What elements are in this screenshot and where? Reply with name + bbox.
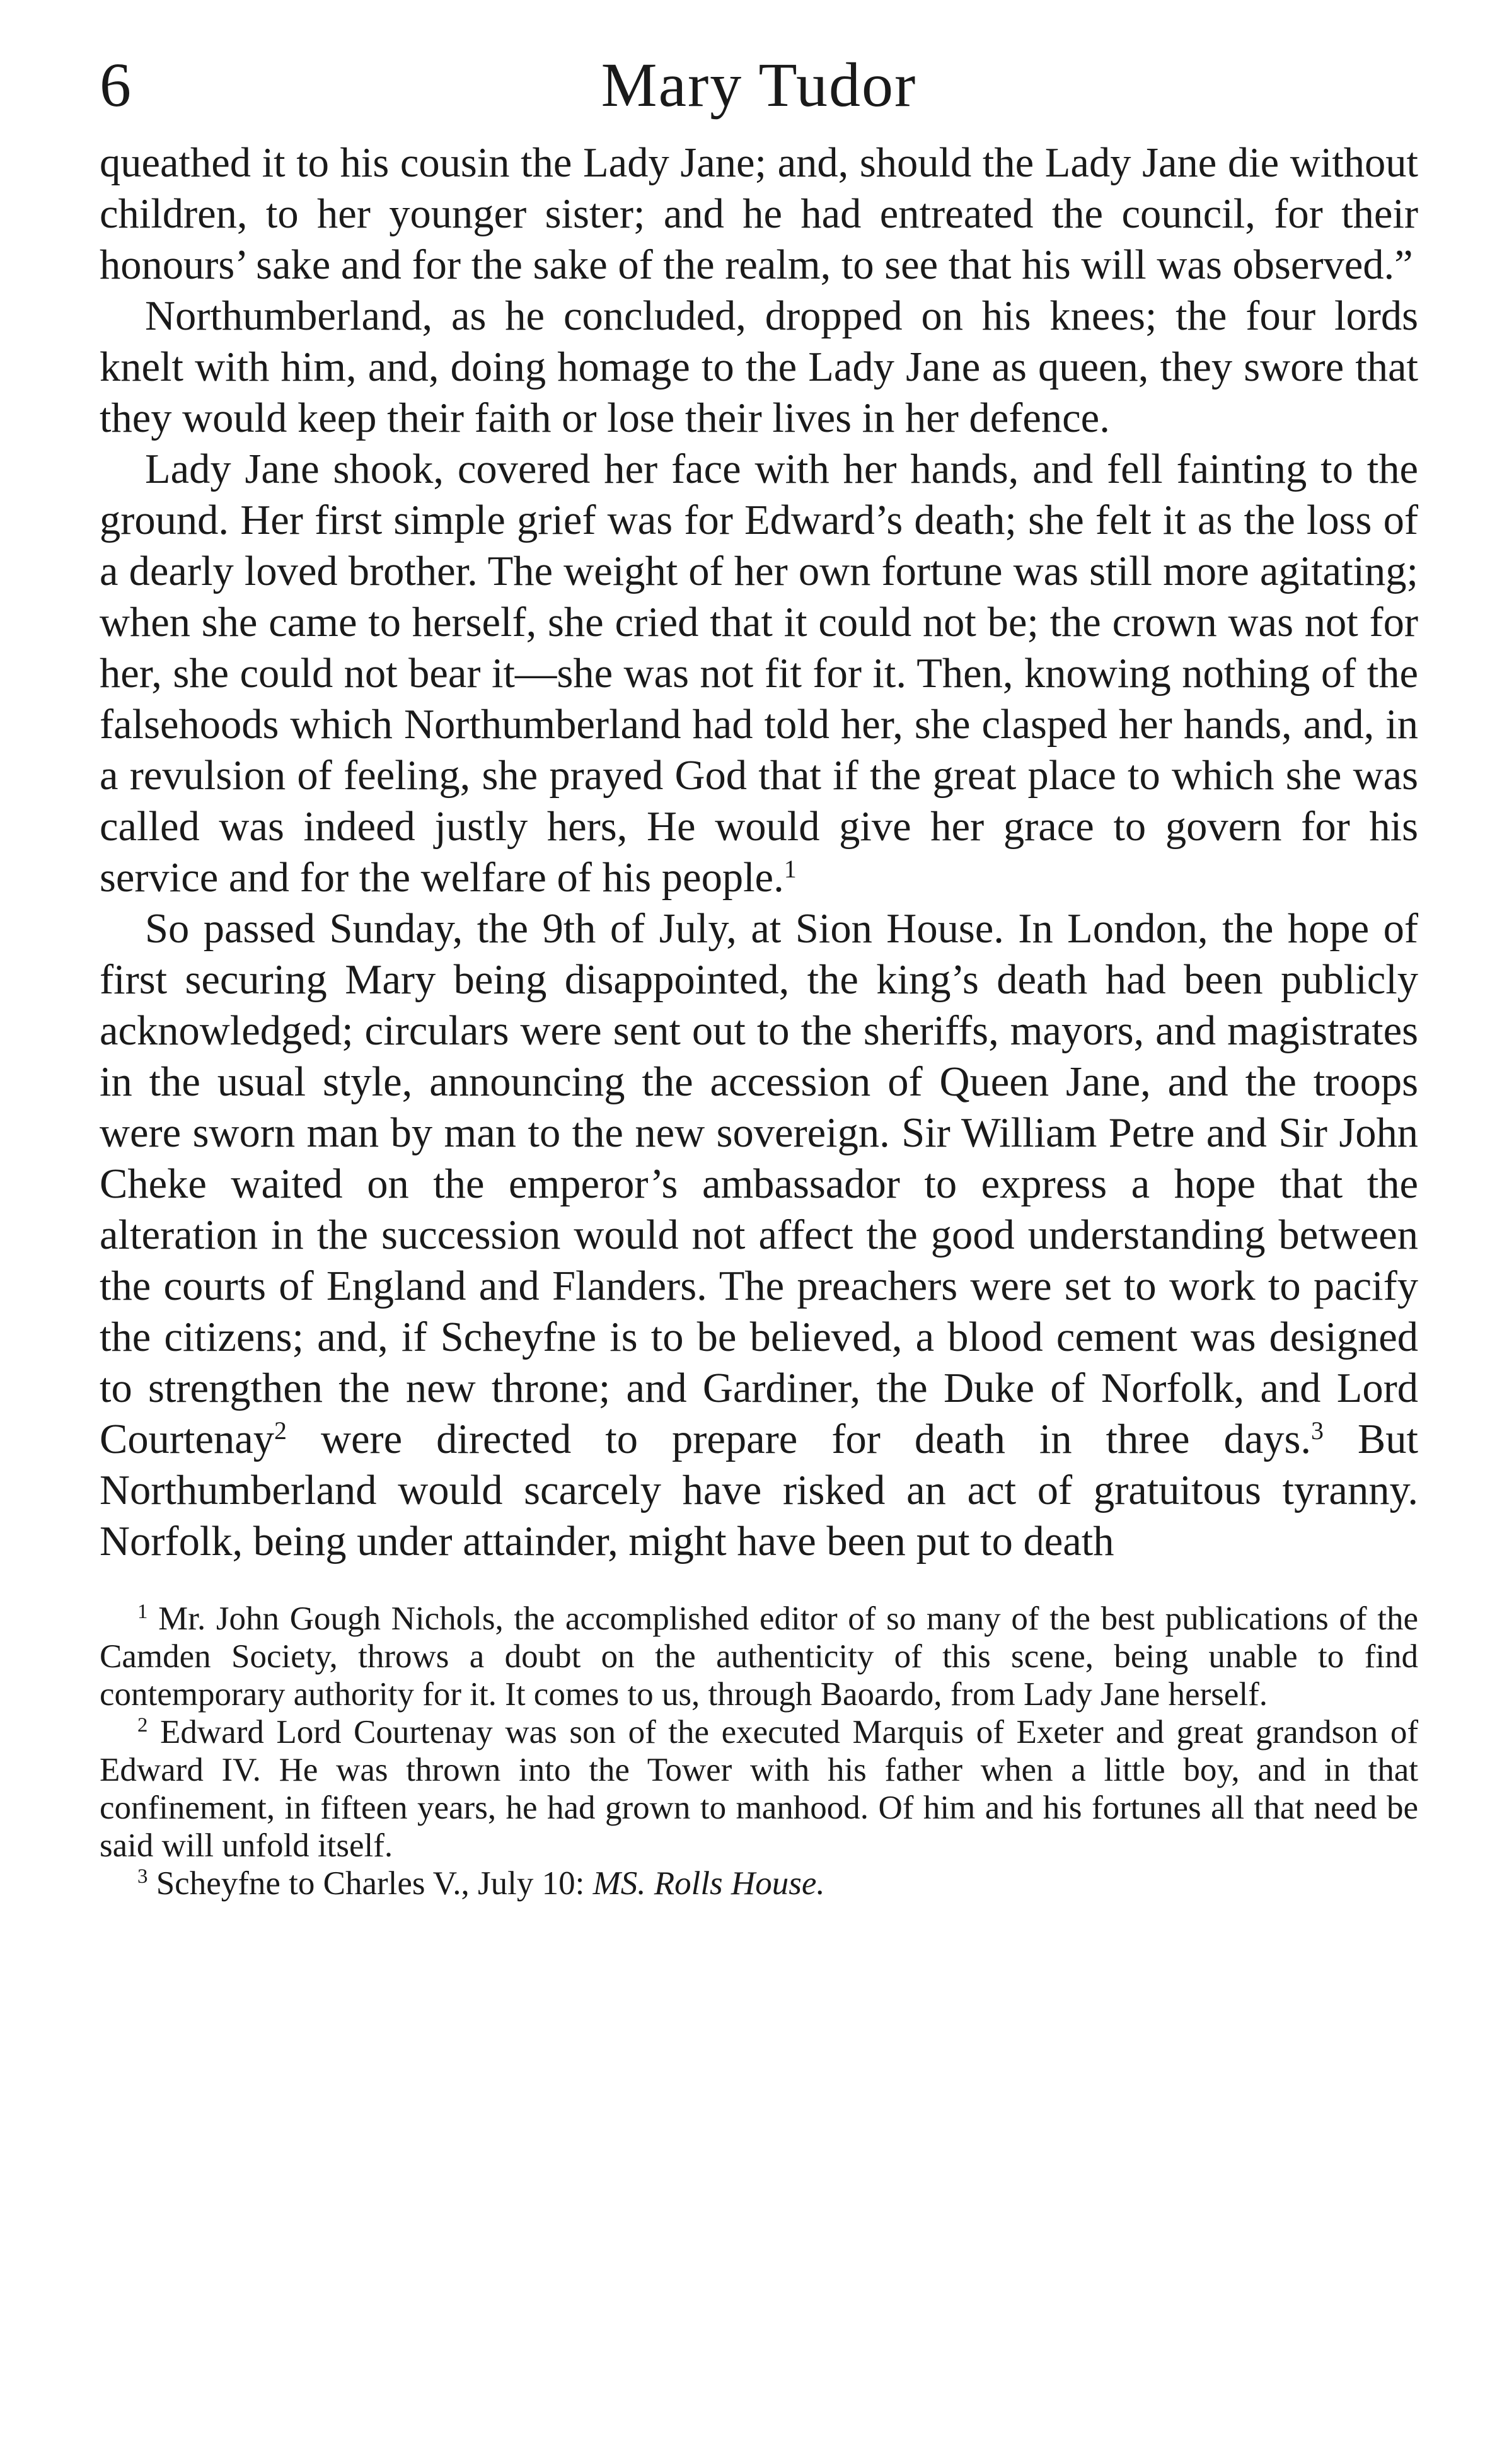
footnote-ref-1[interactable]: 1 (783, 855, 797, 884)
paragraph: Lady Jane shook, covered her face with her hands, and fell fainting to the ground. Her first simple grief was for Edward’s death; she felt it as the loss of a dearly loved brother. The weight of her own fortune was still more agitating; when she came to herself, she cried that it could not be; the crown was not for her, she could not bear it—she was not fit for it. Then, knowing nothing of the falsehoods which Northumberland had told her, she clasped her hands, and, in a revulsion of feeling, she prayed God that if the great place to which she was called was indeed justly hers, He would give her grace to govern for his service and for the welfare of his people.$^1$ (100, 446, 1418, 901)
footnote-1: $^1$ Mr. John Gough Nichols, the accomplished editor of so many of the best publications of the Camden Society, throws a doubt on the authenticity of this scene, being unable to find contemporary authority for it. It comes to us, through Baoardo, from Lady Jane herself. (100, 1600, 1418, 1713)
footnote-ref-2[interactable]: 2 (274, 1416, 287, 1445)
paragraph: Northumberland, as he concluded, dropped on his knees; the four lords knelt with him, and, doing homage to the Lady Jane as queen, they swore that they would keep their faith or lose their lives in her defence. (100, 293, 1418, 441)
page-header (100, 38, 1418, 132)
manuscript-source: MS. Rolls House. (592, 1865, 825, 1902)
paragraph: So passed Sunday, the 9th of July, at Sion House. In London, the hope of first securing Mary being disappointed, the king’s death had been publicly acknowledged; circulars were sent out to the sheriffs, mayors, and magistrates in the usual style, announcing the accession of Queen Jane, and the troops were sworn man by man to the new sovereign. Sir William Petre and Sir John Cheke waited on the emperor’s ambassador to express a hope that the alteration in the succession would not affect the good understanding between the courts of England and Flanders. The preachers were set to work to pacify the citizens; and, if Scheyfne is to be believed, a blood cement was designed to strengthen the new throne; and Gardiner, the Duke of Norfolk, and Lord Courtenay$^2$ were directed to prepare for death in three days.$^3$ But Northumberland would scarcely have risked an act of gratuitous tyranny. Norfolk, being under attainder, might have been put to death (100, 906, 1418, 1565)
footnote-marker: 3 (137, 1865, 148, 1888)
footnote-ref-3[interactable]: 3 (1310, 1416, 1324, 1445)
page-number: 6 (100, 50, 131, 120)
footnote-marker: 1 (137, 1600, 148, 1623)
book-page (100, 38, 1418, 1902)
footnote-2: $^2$ Edward Lord Courtenay was son of the executed Marquis of Exeter and great grandson of Edward IV. He was thrown into the Tower with his father when a little boy, and in that confinement, in fifteen years, he had grown to manhood. Of him and his fortunes all that need be said will unfold itself. (100, 1713, 1418, 1864)
footnote-3: $^3$ Scheyfne to Charles V., July 10: MS. Rolls House. (137, 1865, 825, 1902)
footnote-marker: 2 (137, 1713, 148, 1737)
running-title: Mary Tudor (601, 50, 917, 120)
paragraph-continued: queathed it to his cousin the Lady Jane; and, should the Lady Jane die without children, to her younger sister; and he had entreated the council, for their honours’ sake and for the sake of the realm, to see that his will was observed.” (100, 140, 1418, 288)
body-text (100, 137, 1418, 1567)
footnotes (100, 1600, 1418, 1902)
